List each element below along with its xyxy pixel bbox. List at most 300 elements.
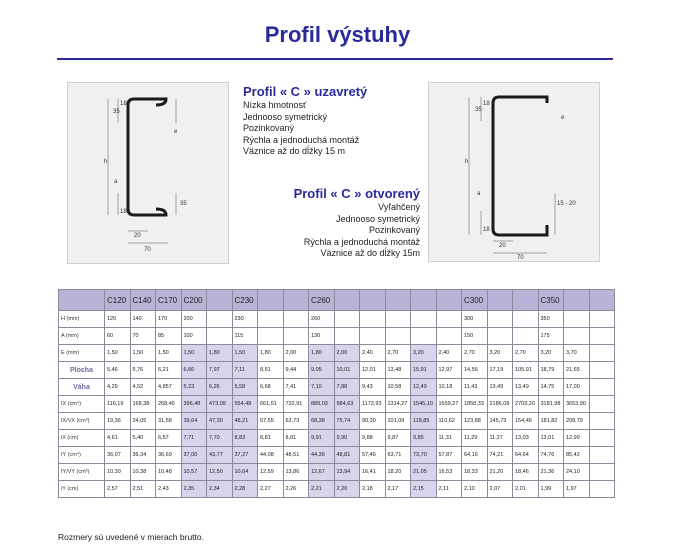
dim-lip-open: 18 xyxy=(483,227,490,233)
column-header: C200 xyxy=(181,290,207,311)
table-cell: 1,97 xyxy=(564,481,590,498)
table-cell xyxy=(589,345,615,362)
dim-w1: 20 xyxy=(134,233,141,239)
table-cell: 5,58 xyxy=(232,379,258,396)
table-cell xyxy=(564,311,590,328)
table-cell: 11,29 xyxy=(462,430,488,447)
table-cell xyxy=(385,328,411,345)
column-header: C170 xyxy=(156,290,182,311)
table-cell: 7,97 xyxy=(207,362,233,379)
dim-a: a xyxy=(114,179,118,185)
dim-lip: 18 xyxy=(120,209,127,215)
closed-spec-line: Jednooso symetrický xyxy=(243,111,328,122)
table-cell xyxy=(207,328,233,345)
table-cell: 1,50 xyxy=(232,345,258,362)
table-cell: 2,51 xyxy=(130,481,156,498)
table-cell: 116,19 xyxy=(105,396,131,413)
table-cell: 8,81 xyxy=(258,430,284,447)
table-cell: 181,82 xyxy=(538,413,564,430)
table-cell: 12,49 xyxy=(411,379,437,396)
table-cell: 39,64 xyxy=(181,413,207,430)
table-row xyxy=(59,328,615,345)
table-cell: 300 xyxy=(462,311,488,328)
table-cell: 16,41 xyxy=(360,464,386,481)
table-cell: 14,56 xyxy=(462,362,488,379)
table-cell: 21,65 xyxy=(564,362,590,379)
table-cell: 24,05 xyxy=(130,413,156,430)
table-cell: 48,21 xyxy=(232,413,258,430)
closed-spec-line: Pozinkovaný xyxy=(243,123,295,133)
table-cell: 13,49 xyxy=(487,379,513,396)
table-cell: 100 xyxy=(181,328,207,345)
title-rule xyxy=(57,58,613,60)
table-cell: 36,34 xyxy=(130,447,156,464)
table-cell: 150 xyxy=(462,328,488,345)
row-label: IX/VX (cm³) xyxy=(59,413,105,430)
table-cell xyxy=(589,328,615,345)
table-cell: 8,83 xyxy=(232,430,258,447)
table-cell: 13,03 xyxy=(513,430,539,447)
table-cell: 7,71 xyxy=(181,430,207,447)
dim-w2: 70 xyxy=(144,247,151,253)
table-cell: 4,52 xyxy=(130,379,156,396)
table-cell: 44,36 xyxy=(309,447,335,464)
table-cell: 208,79 xyxy=(564,413,590,430)
table-cell: 2,00 xyxy=(334,345,360,362)
table-cell xyxy=(334,311,360,328)
table-cell: 13,01 xyxy=(538,430,564,447)
table-cell: 10,18 xyxy=(436,379,462,396)
column-header: C350 xyxy=(538,290,564,311)
table-cell: 48,81 xyxy=(334,447,360,464)
column-header: C140 xyxy=(130,290,156,311)
table-cell: 4,29 xyxy=(105,379,131,396)
table-cell: 2,27 xyxy=(258,481,284,498)
table-cell: 9,85 xyxy=(411,430,437,447)
table-row xyxy=(59,430,615,447)
table-cell: 230 xyxy=(232,311,258,328)
table-cell: 2,17 xyxy=(385,481,411,498)
table-cell: 9,05 xyxy=(309,362,335,379)
closed-profile-heading: Profil « C » uzavretý xyxy=(243,84,368,99)
table-cell: 6,68 xyxy=(258,379,284,396)
open-spec-line: Pozinkovaný xyxy=(368,225,420,235)
table-cell: 64,16 xyxy=(462,447,488,464)
table-cell: 6,26 xyxy=(207,379,233,396)
table-cell: 19,36 xyxy=(105,413,131,430)
table-cell: 115 xyxy=(232,328,258,345)
table-cell: 10,64 xyxy=(232,464,258,481)
table-cell: 73,70 xyxy=(411,447,437,464)
table-cell: 175 xyxy=(538,328,564,345)
row-label: A (mm) xyxy=(59,328,105,345)
column-header: C230 xyxy=(232,290,258,311)
table-cell: 10,38 xyxy=(130,464,156,481)
table-cell: 75,74 xyxy=(334,413,360,430)
table-cell: 2,07 xyxy=(487,481,513,498)
table-cell: 101,09 xyxy=(385,413,411,430)
closed-spec-line: Väznice až do dĺžky 15 m xyxy=(243,146,346,156)
table-cell: 10,30 xyxy=(105,464,131,481)
table-cell: 2,01 xyxy=(513,481,539,498)
closed-spec-line: Nízka hmotnosť xyxy=(243,100,307,110)
table-cell: 8,81 xyxy=(283,430,309,447)
table-cell: 37,27 xyxy=(232,447,258,464)
column-header xyxy=(411,290,437,311)
table-cell: 1,99 xyxy=(538,481,564,498)
column-header xyxy=(513,290,539,311)
table-cell: 6,57 xyxy=(156,430,182,447)
table-cell xyxy=(589,311,615,328)
table-cell xyxy=(487,328,513,345)
table-cell: 10,01 xyxy=(334,362,360,379)
dim-bottom-flange-open: 15 - 20 xyxy=(557,201,576,207)
dim-h: h xyxy=(104,159,108,165)
dim-lip-top: 18 xyxy=(120,101,127,107)
table-cell: 18,20 xyxy=(385,464,411,481)
table-cell: 168,38 xyxy=(130,396,156,413)
table-cell: 12,01 xyxy=(360,362,386,379)
table-cell: 4,857 xyxy=(156,379,182,396)
table-cell: 268,46 xyxy=(156,396,182,413)
table-cell: 31,58 xyxy=(156,413,182,430)
column-header xyxy=(258,290,284,311)
open-profile-drawing xyxy=(429,83,599,261)
table-cell xyxy=(258,311,284,328)
table-cell: 4,61 xyxy=(105,430,131,447)
table-cell: 85 xyxy=(156,328,182,345)
table-cell: 1659,27 xyxy=(436,396,462,413)
table-cell: 6,66 xyxy=(181,362,207,379)
table-cell: 9,87 xyxy=(385,430,411,447)
table-cell: 13,49 xyxy=(513,379,539,396)
table-cell xyxy=(334,328,360,345)
table-cell xyxy=(385,311,411,328)
table-cell xyxy=(411,328,437,345)
column-header xyxy=(283,290,309,311)
table-cell: 13,48 xyxy=(385,362,411,379)
table-cell xyxy=(589,481,615,498)
table-cell: 10,57 xyxy=(181,464,207,481)
table-cell: 9,44 xyxy=(283,362,309,379)
table-cell: 12,50 xyxy=(207,464,233,481)
table-cell: 7,70 xyxy=(207,430,233,447)
table-cell: 3,20 xyxy=(487,345,513,362)
table-cell: 118,85 xyxy=(411,413,437,430)
table-row xyxy=(59,345,615,362)
table-cell: 5,76 xyxy=(130,362,156,379)
table-cell: 2,00 xyxy=(283,345,309,362)
open-spec-line: Vyľahčený xyxy=(378,202,420,212)
open-spec-line: Jednooso symetrický xyxy=(335,213,420,224)
table-cell: 21,05 xyxy=(411,464,437,481)
table-cell xyxy=(589,413,615,430)
table-cell: 70 xyxy=(130,328,156,345)
table-cell xyxy=(487,311,513,328)
table-cell: 105,91 xyxy=(513,362,539,379)
table-cell: 145,73 xyxy=(487,413,513,430)
table-cell: 74,21 xyxy=(487,447,513,464)
profile-properties-table xyxy=(58,289,615,498)
table-row xyxy=(59,481,615,498)
table-cell: 3,70 xyxy=(564,345,590,362)
table-cell: 5,23 xyxy=(181,379,207,396)
table-cell: 1858,33 xyxy=(462,396,488,413)
table-row xyxy=(59,464,615,481)
table-cell xyxy=(589,396,615,413)
column-header xyxy=(589,290,615,311)
table-cell: 12,99 xyxy=(564,430,590,447)
table-cell xyxy=(360,311,386,328)
table-cell: 984,63 xyxy=(334,396,360,413)
table-cell: 2,10 xyxy=(462,481,488,498)
column-header xyxy=(564,290,590,311)
table-cell: 10,48 xyxy=(156,464,182,481)
table-cell: 2,43 xyxy=(156,481,182,498)
open-spec-line: Väznice až do dĺžky 15m xyxy=(320,248,420,258)
table-cell: 2,18 xyxy=(360,481,386,498)
table-cell: 24,10 xyxy=(564,464,590,481)
table-cell: 11,31 xyxy=(436,430,462,447)
table-cell: 11,27 xyxy=(487,430,513,447)
table-cell: 57,55 xyxy=(258,413,284,430)
table-cell: 13,86 xyxy=(283,464,309,481)
table-cell: 130 xyxy=(309,328,335,345)
table-cell: 3,20 xyxy=(538,345,564,362)
table-cell: 889,03 xyxy=(309,396,335,413)
table-cell xyxy=(589,447,615,464)
table-cell: 13,94 xyxy=(334,464,360,481)
dim-w2-open: 70 xyxy=(517,255,524,261)
table-cell xyxy=(513,311,539,328)
dim-a-open: a xyxy=(477,191,481,197)
column-header: C120 xyxy=(105,290,131,311)
table-cell: 123,88 xyxy=(462,413,488,430)
row-label: Plocha xyxy=(59,362,105,379)
table-cell: 48,51 xyxy=(283,447,309,464)
table-cell: 1,80 xyxy=(258,345,284,362)
table-cell: 396,48 xyxy=(181,396,207,413)
table-cell: 18,33 xyxy=(462,464,488,481)
page-title: Profil výstuhy xyxy=(264,22,411,47)
closed-profile-diagram xyxy=(67,82,229,264)
table-cell: 37,00 xyxy=(181,447,207,464)
table-cell: 12,67 xyxy=(309,464,335,481)
table-cell: 1,50 xyxy=(181,345,207,362)
table-cell: 2,40 xyxy=(436,345,462,362)
table-cell: 260 xyxy=(309,311,335,328)
dim-e-open: e xyxy=(561,115,565,121)
table-cell: 120 xyxy=(105,311,131,328)
table-cell: 68,38 xyxy=(309,413,335,430)
column-header xyxy=(207,290,233,311)
table-cell: 1,80 xyxy=(309,345,335,362)
table-cell: 2,70 xyxy=(513,345,539,362)
table-cell: 3181,98 xyxy=(538,396,564,413)
table-cell: 36,07 xyxy=(105,447,131,464)
row-label: IX (cm⁴) xyxy=(59,396,105,413)
table-row xyxy=(59,447,615,464)
table-row xyxy=(59,396,615,413)
table-cell: 2186,08 xyxy=(487,396,513,413)
table-cell: 5,40 xyxy=(130,430,156,447)
table-cell: 7,41 xyxy=(283,379,309,396)
closed-profile-drawing xyxy=(68,83,228,263)
table-cell xyxy=(283,328,309,345)
table-cell: 1,50 xyxy=(130,345,156,362)
table-cell: 154,46 xyxy=(513,413,539,430)
table-cell: 43,77 xyxy=(207,447,233,464)
table-cell: 60 xyxy=(105,328,131,345)
table-cell: 9,91 xyxy=(309,430,335,447)
table-cell: 554,48 xyxy=(232,396,258,413)
row-label: H (mm) xyxy=(59,311,105,328)
table-cell: 200 xyxy=(181,311,207,328)
table-cell: 1,50 xyxy=(156,345,182,362)
table-row xyxy=(59,311,615,328)
table-cell: 21,36 xyxy=(538,464,564,481)
table-cell: 47,30 xyxy=(207,413,233,430)
table-cell: 5,46 xyxy=(105,362,131,379)
table-cell: 17,00 xyxy=(564,379,590,396)
table-row xyxy=(59,362,615,379)
table-cell: 57,46 xyxy=(360,447,386,464)
dim-bottom-flange: 35 xyxy=(180,201,187,207)
table-cell: 110,62 xyxy=(436,413,462,430)
table-cell: 44,08 xyxy=(258,447,284,464)
dim-e: e xyxy=(174,129,178,135)
table-cell: 74,76 xyxy=(538,447,564,464)
table-cell: 57,87 xyxy=(436,447,462,464)
column-header xyxy=(334,290,360,311)
table-cell: 11,43 xyxy=(462,379,488,396)
table-cell: 64,64 xyxy=(513,447,539,464)
table-cell: 473,09 xyxy=(207,396,233,413)
table-cell: 661,51 xyxy=(258,396,284,413)
table-cell xyxy=(207,311,233,328)
table-cell: 63,71 xyxy=(385,447,411,464)
table-cell: 1314,27 xyxy=(385,396,411,413)
footnote: Rozmery sú uvedené v mierach brutto. xyxy=(58,532,204,542)
table-cell: 3653,90 xyxy=(564,396,590,413)
table-cell: 90,30 xyxy=(360,413,386,430)
dim-top-flange-open: 35 xyxy=(475,107,482,113)
table-row xyxy=(59,413,615,430)
table-cell: 2,40 xyxy=(360,345,386,362)
row-label: Váha xyxy=(59,379,105,396)
table-cell: 12,59 xyxy=(258,464,284,481)
table-cell xyxy=(360,328,386,345)
table-cell: 7,10 xyxy=(309,379,335,396)
row-label: IY/VY (cm³) xyxy=(59,464,105,481)
table-cell: 15,91 xyxy=(411,362,437,379)
table-cell: 1,80 xyxy=(207,345,233,362)
table-cell: 8,51 xyxy=(258,362,284,379)
column-header xyxy=(487,290,513,311)
table-cell: 14,75 xyxy=(538,379,564,396)
table-cell: 732,91 xyxy=(283,396,309,413)
dim-top-flange: 35 xyxy=(113,109,120,115)
column-header xyxy=(385,290,411,311)
open-profile-diagram xyxy=(428,82,600,262)
table-cell: 18,79 xyxy=(538,362,564,379)
row-label: iX (cm) xyxy=(59,430,105,447)
column-header: C260 xyxy=(309,290,335,311)
table-cell: 17,19 xyxy=(487,362,513,379)
table-cell: 36,69 xyxy=(156,447,182,464)
closed-spec-line: Rýchla a jednoduchá montáž xyxy=(243,134,360,145)
table-cell: 2,11 xyxy=(436,481,462,498)
table-cell xyxy=(436,311,462,328)
column-header xyxy=(59,290,105,311)
dim-lip-top-open: 18 xyxy=(483,101,490,107)
table-cell: 2,35 xyxy=(181,481,207,498)
column-header: C300 xyxy=(462,290,488,311)
table-cell xyxy=(589,464,615,481)
table-cell: 18,46 xyxy=(513,464,539,481)
row-label: IY (cm⁴) xyxy=(59,447,105,464)
table-cell xyxy=(513,328,539,345)
closed-profile-specs xyxy=(243,84,423,158)
dim-w1-open: 20 xyxy=(499,243,506,249)
table-cell: 2,70 xyxy=(462,345,488,362)
table-row xyxy=(59,379,615,396)
table-cell: 140 xyxy=(130,311,156,328)
table-cell: 9,43 xyxy=(360,379,386,396)
table-cell: 9,90 xyxy=(334,430,360,447)
table-cell: 10,58 xyxy=(385,379,411,396)
column-header xyxy=(436,290,462,311)
table-cell xyxy=(411,311,437,328)
table-cell: 9,88 xyxy=(360,430,386,447)
column-header xyxy=(360,290,386,311)
table-cell: 7,11 xyxy=(232,362,258,379)
table-cell xyxy=(589,362,615,379)
table-cell: 2,26 xyxy=(283,481,309,498)
table-cell: 6,21 xyxy=(156,362,182,379)
table-cell: 63,73 xyxy=(283,413,309,430)
table-cell: 1173,93 xyxy=(360,396,386,413)
row-label: iY (cm) xyxy=(59,481,105,498)
table-cell: 350 xyxy=(538,311,564,328)
table-cell: 2703,20 xyxy=(513,396,539,413)
table-cell: 2,34 xyxy=(207,481,233,498)
open-profile-heading: Profil « C » otvorený xyxy=(293,186,420,201)
table-cell: 1545,10 xyxy=(411,396,437,413)
table-cell: 12,97 xyxy=(436,362,462,379)
table-cell: 7,88 xyxy=(334,379,360,396)
row-label: E (mm) xyxy=(59,345,105,362)
table-cell: 1,50 xyxy=(105,345,131,362)
table-cell: 3,20 xyxy=(411,345,437,362)
table-cell: 2,57 xyxy=(105,481,131,498)
table-cell xyxy=(564,328,590,345)
table-cell: 2,70 xyxy=(385,345,411,362)
table-cell: 170 xyxy=(156,311,182,328)
table-cell xyxy=(589,379,615,396)
table-cell: 2,21 xyxy=(309,481,335,498)
table-cell: 2,20 xyxy=(334,481,360,498)
table-cell xyxy=(436,328,462,345)
table-cell: 16,53 xyxy=(436,464,462,481)
open-spec-line: Rýchla a jednoduchá montáž xyxy=(303,236,420,247)
table-cell xyxy=(283,311,309,328)
table-cell: 2,28 xyxy=(232,481,258,498)
table-cell: 85,42 xyxy=(564,447,590,464)
dim-h-open: h xyxy=(465,159,469,165)
open-profile-specs xyxy=(240,186,420,260)
table-cell xyxy=(258,328,284,345)
